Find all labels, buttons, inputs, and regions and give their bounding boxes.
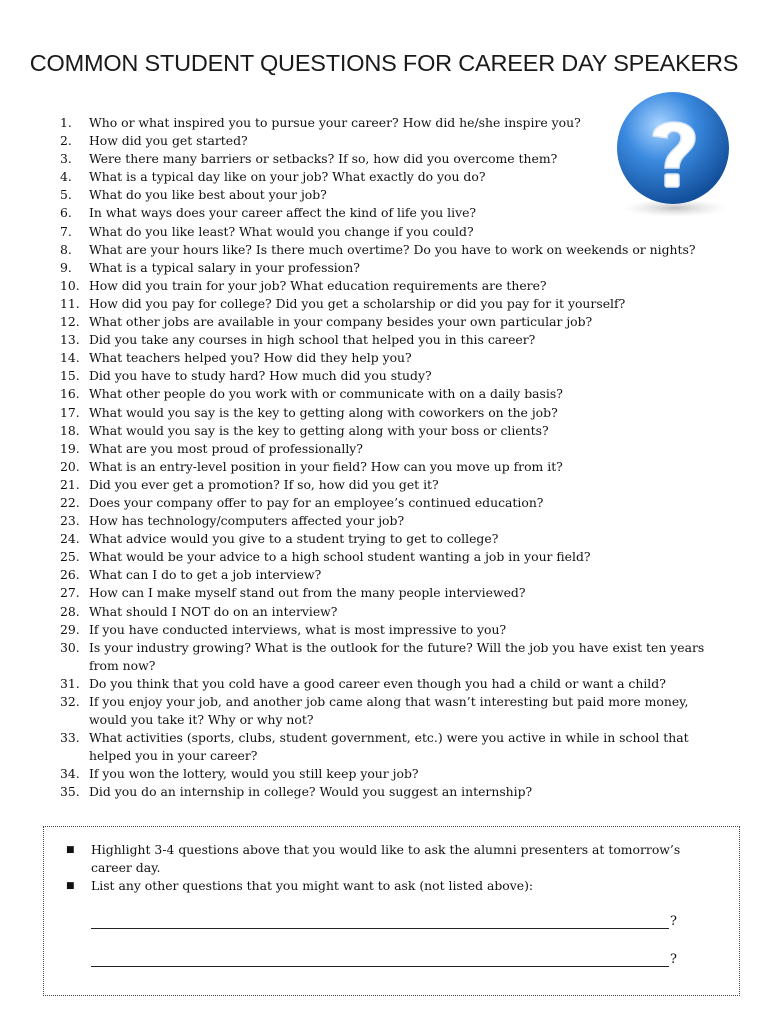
question-number: 25.: [60, 549, 80, 565]
question-text: Were there many barriers or setbacks? If so, how did you overcome them?: [89, 151, 558, 167]
question-item: [60, 295, 730, 313]
question-item: [60, 204, 730, 222]
question-item: [60, 223, 730, 241]
question-text: What would be your advice to a high school student wanting a job in your field?: [89, 549, 591, 565]
question-text: How did you pay for college? Did you get a scholarship or did you pay for it yourself?: [89, 295, 626, 311]
question-item: [60, 458, 730, 476]
question-number: 11.: [60, 295, 80, 311]
question-number: 10.: [60, 277, 80, 293]
question-item: [60, 548, 730, 566]
answer-question-mark: ?: [670, 914, 677, 929]
page-title: COMMON STUDENT QUESTIONS FOR CAREER DAY SPEAKERS: [29, 50, 739, 76]
question-text: What do you like best about your job?: [89, 187, 327, 203]
question-item: [60, 168, 730, 186]
bullet-icon: ■: [66, 881, 75, 892]
question-text: If you have conducted interviews, what is most impressive to you?: [89, 621, 507, 637]
question-number: 19.: [60, 440, 80, 456]
question-item: [60, 765, 730, 783]
question-text: What other jobs are available in your company besides your own particular job?: [89, 314, 593, 330]
question-text: What would you say is the key to getting along with coworkers on the job?: [89, 404, 558, 420]
list-item: [66, 841, 706, 877]
question-number: 27.: [60, 585, 80, 601]
question-text: Who or what inspired you to pursue your career? How did he/she inspire you?: [89, 115, 581, 130]
question-item: [60, 566, 730, 584]
answer-line-2[interactable]: [91, 966, 669, 967]
question-text: What are your hours like? Is there much overtime? Do you have to work on weekends or nights?: [89, 241, 696, 257]
question-item: [60, 693, 730, 729]
question-number: 1.: [60, 115, 72, 130]
question-item: [60, 783, 730, 801]
question-text: How can I make myself stand out from the many people interviewed?: [89, 585, 526, 601]
question-item: [60, 349, 730, 367]
question-text: What are you most proud of professionally?: [89, 440, 363, 456]
instruction-text: List any other questions that you might want to ask (not listed above):: [91, 878, 534, 894]
question-item: [60, 422, 730, 440]
question-number: 29.: [60, 621, 80, 637]
question-text: How did you train for your job? What education requirements are there?: [89, 277, 547, 293]
question-number: 23.: [60, 513, 80, 529]
question-number: 20.: [60, 458, 80, 474]
question-number: 22.: [60, 494, 80, 510]
question-text: What other people do you work with or communicate with on a daily basis?: [89, 386, 563, 402]
question-item: [60, 476, 730, 494]
question-item: [60, 603, 730, 621]
question-text: Is your industry growing? What is the outlook for the future? Will the job you have exist ten years from now?: [89, 639, 705, 673]
question-text: Did you ever get a promotion? If so, how did you get it?: [89, 476, 439, 492]
question-number: 35.: [60, 784, 80, 800]
question-text: What is an entry-level position in your field? How can you move up from it?: [89, 458, 563, 474]
question-text: What should I NOT do on an interview?: [89, 603, 338, 619]
question-number: 17.: [60, 404, 80, 420]
question-item: [60, 259, 730, 277]
question-item: [60, 132, 730, 150]
question-number: 4.: [60, 169, 72, 185]
question-item: [60, 277, 730, 295]
answer-line-1[interactable]: [91, 928, 669, 929]
question-item: [60, 186, 730, 204]
question-text: What do you like least? What would you change if you could?: [89, 223, 474, 239]
question-item: [60, 621, 730, 639]
question-number: 31.: [60, 675, 80, 691]
question-text: What is a typical day like on your job? What exactly do you do?: [89, 169, 486, 185]
question-item: [60, 639, 730, 675]
question-item: [60, 440, 730, 458]
question-text: What teachers helped you? How did they help you?: [89, 350, 412, 366]
list-item: [66, 877, 706, 895]
question-number: 6.: [60, 205, 72, 221]
question-number: 14.: [60, 350, 80, 366]
question-item: [60, 729, 730, 765]
question-text: What would you say is the key to getting along with your boss or clients?: [89, 422, 549, 438]
question-number: 12.: [60, 314, 80, 330]
question-number: 13.: [60, 332, 80, 348]
question-item: [60, 331, 730, 349]
question-number: 3.: [60, 151, 72, 167]
questions-list: [60, 114, 730, 802]
question-text: How did you get started?: [89, 133, 248, 149]
question-text: Did you take any courses in high school that helped you in this career?: [89, 332, 536, 348]
answer-question-mark: ?: [670, 952, 677, 967]
instructions-box: [43, 826, 740, 996]
question-text: In what ways does your career affect the kind of life you live?: [89, 205, 477, 221]
question-item: [60, 584, 730, 602]
question-number: 5.: [60, 187, 72, 203]
question-text: What is a typical salary in your profession?: [89, 259, 360, 275]
question-item: [60, 494, 730, 512]
question-item: [60, 530, 730, 548]
question-number: 30.: [60, 639, 80, 655]
question-number: 18.: [60, 422, 80, 438]
question-item: [60, 150, 730, 168]
question-number: 16.: [60, 386, 80, 402]
question-item: [60, 241, 730, 259]
question-text: Do you think that you cold have a good career even though you had a child or want a child?: [89, 675, 666, 691]
question-text: If you won the lottery, would you still keep your job?: [89, 766, 419, 782]
question-item: [60, 367, 730, 385]
question-number: 2.: [60, 133, 72, 149]
question-number: 32.: [60, 694, 80, 709]
question-number: 21.: [60, 476, 80, 492]
question-number: 7.: [60, 223, 72, 239]
question-number: 8.: [60, 241, 72, 257]
question-number: 24.: [60, 531, 80, 547]
question-item: [60, 313, 730, 331]
question-item: [60, 404, 730, 422]
question-text: How has technology/computers affected your job?: [89, 513, 405, 529]
question-text: What advice would you give to a student trying to get to college?: [89, 531, 499, 547]
question-number: 34.: [60, 766, 80, 782]
question-text: If you enjoy your job, and another job came along that wasn’t interesting but paid more money, would you take it? Why or why not?: [89, 694, 689, 728]
question-number: 15.: [60, 368, 80, 384]
question-item: [60, 512, 730, 530]
question-number: 28.: [60, 603, 80, 619]
question-item: [60, 385, 730, 403]
question-item: [60, 114, 730, 132]
question-item: [60, 675, 730, 693]
instructions-list: [66, 841, 706, 895]
question-text: What activities (sports, clubs, student government, etc.) were you active in while in school that helped you in your career?: [89, 730, 689, 764]
instruction-text: Highlight 3-4 questions above that you would like to ask the alumni presenters at tomorrow’s career day.: [91, 842, 681, 876]
question-text: Does your company offer to pay for an employee’s continued education?: [89, 494, 544, 510]
question-number: 9.: [60, 259, 72, 275]
question-number: 33.: [60, 730, 80, 746]
bullet-icon: ■: [66, 845, 75, 855]
question-text: Did you do an internship in college? Would you suggest an internship?: [89, 784, 533, 800]
question-text: What can I do to get a job interview?: [89, 567, 322, 583]
question-number: 26.: [60, 567, 80, 583]
question-text: Did you have to study hard? How much did you study?: [89, 368, 432, 384]
